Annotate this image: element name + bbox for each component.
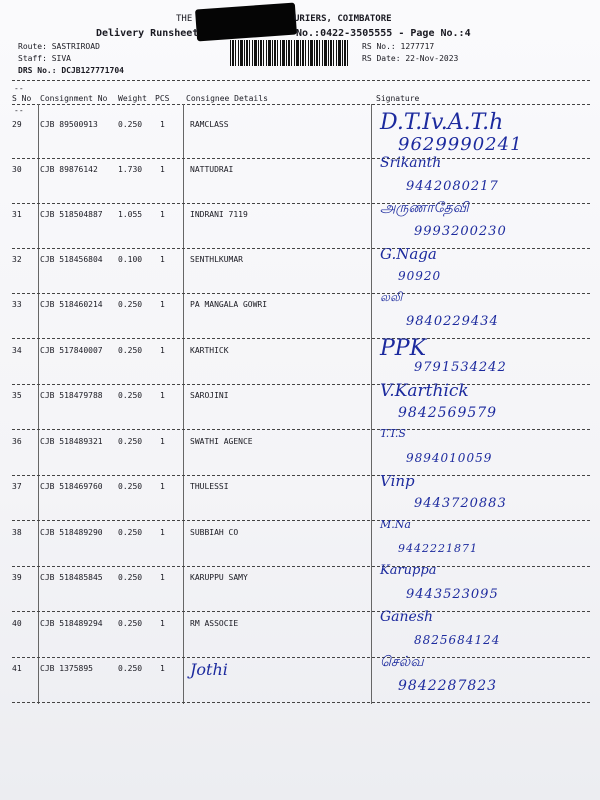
row-sno: 37 — [12, 482, 22, 491]
signature-phone: 9840229434 — [406, 314, 499, 329]
row-pcs: 1 — [160, 165, 165, 174]
rs-date: RS Date: 22-Nov-2023 — [362, 54, 459, 63]
barcode — [230, 40, 350, 66]
company-name-right: URIERS, COIMBATORE — [294, 14, 392, 24]
signature-phone: 9993200230 — [414, 224, 507, 239]
signature-phone: 9442080217 — [406, 179, 499, 194]
signature-name: அருணாதேவி — [380, 200, 469, 216]
row-consignee: RM ASSOCIE — [190, 619, 239, 628]
row-weight: 0.250 — [118, 120, 143, 129]
drs-number: DRS No.: DCJB127771704 — [18, 66, 124, 75]
signature-name: T.T.S — [380, 427, 406, 440]
row-sno: 36 — [12, 437, 22, 446]
row-pcs: 1 — [160, 482, 165, 491]
signature-phone: 90920 — [398, 269, 442, 283]
signature-name: செல்வ — [380, 654, 424, 670]
row-sno: 33 — [12, 300, 22, 309]
row-weight: 0.250 — [118, 391, 143, 400]
row-consignee: INDRANI 7119 — [190, 210, 248, 219]
signature-name: D.T.Iv.A.T.h — [380, 110, 504, 135]
row-pcs: 1 — [160, 528, 165, 537]
row-pcs: 1 — [160, 120, 165, 129]
signature-phone: 9842287823 — [398, 678, 498, 694]
col-signature: Signature — [376, 94, 420, 103]
header-divider — [12, 80, 590, 81]
signature-phone: 9791534242 — [414, 360, 507, 375]
signature-name: லலி — [380, 290, 403, 304]
row-divider — [12, 248, 590, 249]
row-weight: 0.250 — [118, 528, 143, 537]
rs-number: RS No.: 1277717 — [362, 42, 435, 51]
signature-name: V.Karthick — [380, 381, 469, 401]
signature-phone: 8825684124 — [414, 633, 501, 647]
row-consignment: CJB 518489290 — [40, 528, 103, 537]
row-sno: 30 — [12, 165, 22, 174]
signature-name: Srikanth — [380, 155, 442, 171]
row-sno: 40 — [12, 619, 22, 628]
signature-phone: 9842569579 — [398, 405, 498, 421]
row-sno: 34 — [12, 346, 22, 355]
row-pcs: 1 — [160, 210, 165, 219]
row-weight: 0.250 — [118, 300, 143, 309]
row-consignee: KARTHICK — [190, 346, 229, 355]
row-divider — [12, 657, 590, 658]
col-consignment: Consignment No — [40, 94, 108, 103]
signature-name: PPK — [380, 336, 427, 361]
row-sno: 38 — [12, 528, 22, 537]
row-divider — [12, 475, 590, 476]
table-row — [0, 528, 600, 548]
company-name-left: THE — [176, 14, 193, 24]
row-consignment: CJB 89500913 — [40, 120, 98, 129]
row-pcs: 1 — [160, 437, 165, 446]
table-row — [0, 165, 600, 185]
phone-and-page: No.:0422-3505555 - Page No.:4 — [296, 28, 471, 39]
row-sno: 39 — [12, 573, 22, 582]
row-pcs: 1 — [160, 619, 165, 628]
col-pcs: PCS — [155, 94, 170, 103]
row-consignee: RAMCLASS — [190, 120, 229, 129]
staff-label: Staff: SIVA — [18, 54, 71, 63]
row-divider — [12, 566, 590, 567]
table-row — [0, 573, 600, 593]
col-consignee: Consignee Details — [186, 94, 268, 103]
row-consignee: SUBBIAH CO — [190, 528, 239, 537]
table-row — [0, 255, 600, 275]
row-weight: 0.250 — [118, 482, 143, 491]
row-divider — [12, 338, 590, 339]
row-pcs: 1 — [160, 664, 165, 673]
row-sno: 29 — [12, 120, 22, 129]
row-weight: 0.250 — [118, 619, 143, 628]
row-divider — [12, 429, 590, 430]
route-label: Route: SASTRIROAD — [18, 42, 100, 51]
row-divider — [12, 611, 590, 612]
row-divider — [12, 293, 590, 294]
table-row — [0, 482, 600, 502]
signature-name: M.Na — [380, 518, 411, 531]
signature-phone: 9443720883 — [414, 496, 507, 511]
row-consignment: CJB 518479788 — [40, 391, 103, 400]
row-weight: 0.250 — [118, 437, 143, 446]
row-weight: 1.055 — [118, 210, 143, 219]
row-consignee: SWATHI AGENCE — [190, 437, 253, 446]
row-consignment: CJB 518489294 — [40, 619, 103, 628]
row-pcs: 1 — [160, 391, 165, 400]
row-consignee: NATTUDRAI — [190, 165, 234, 174]
row-consignment: CJB 518489321 — [40, 437, 103, 446]
signature-phone: 9629990241 — [398, 134, 523, 155]
col-weight: Weight — [118, 94, 147, 103]
signature-phone: 9894010059 — [406, 451, 493, 465]
row-pcs: 1 — [160, 300, 165, 309]
row-divider — [12, 203, 590, 204]
row-weight: 0.250 — [118, 664, 143, 673]
signature-phone: 9443523095 — [406, 587, 499, 602]
row-consignee: Jothi — [190, 660, 228, 679]
signature-name: Ganesh — [380, 609, 434, 625]
row-pcs: 1 — [160, 346, 165, 355]
signature-name: Vinp — [380, 472, 415, 490]
signature-name: Karuppa — [380, 563, 437, 578]
row-sno: 32 — [12, 255, 22, 264]
row-sno: 41 — [12, 664, 22, 673]
row-divider — [12, 158, 590, 159]
row-divider — [12, 520, 590, 521]
row-pcs: 1 — [160, 255, 165, 264]
row-consignment: CJB 89876142 — [40, 165, 98, 174]
row-consignment: CJB 518504887 — [40, 210, 103, 219]
table-row — [0, 300, 600, 320]
row-divider — [12, 384, 590, 385]
redaction-mark — [195, 3, 297, 42]
signature-phone: 9442221871 — [398, 542, 478, 555]
row-sno: 35 — [12, 391, 22, 400]
row-consignment: CJB 518460214 — [40, 300, 103, 309]
row-weight: 0.100 — [118, 255, 143, 264]
row-weight: 0.250 — [118, 573, 143, 582]
table-row — [0, 346, 600, 366]
row-consignee: SENTHLKUMAR — [190, 255, 243, 264]
page-title: Delivery Runsheet — [96, 28, 199, 39]
row-sno: 31 — [12, 210, 22, 219]
row-weight: 1.730 — [118, 165, 143, 174]
row-consignment: CJB 518469760 — [40, 482, 103, 491]
table-row — [0, 437, 600, 457]
row-consignee: THULESSI — [190, 482, 229, 491]
header-dots: -- — [14, 84, 24, 93]
row-consignment: CJB 518456804 — [40, 255, 103, 264]
column-divider — [12, 104, 590, 105]
table-row — [0, 619, 600, 639]
row-consignment: CJB 517840007 — [40, 346, 103, 355]
table-row — [0, 391, 600, 411]
row-consignment: CJB 518485845 — [40, 573, 103, 582]
row-consignee: KARUPPU SAMY — [190, 573, 248, 582]
row-consignment: CJB 1375895 — [40, 664, 93, 673]
row-weight: 0.250 — [118, 346, 143, 355]
header-dots-2: -- — [14, 106, 24, 115]
table-row — [0, 210, 600, 230]
signature-name: G.Naga — [380, 245, 437, 263]
col-sno: S No — [12, 94, 32, 103]
row-consignee: SAROJINI — [190, 391, 229, 400]
row-divider — [12, 702, 590, 703]
row-pcs: 1 — [160, 573, 165, 582]
row-consignee: PA MANGALA GOWRI — [190, 300, 268, 309]
